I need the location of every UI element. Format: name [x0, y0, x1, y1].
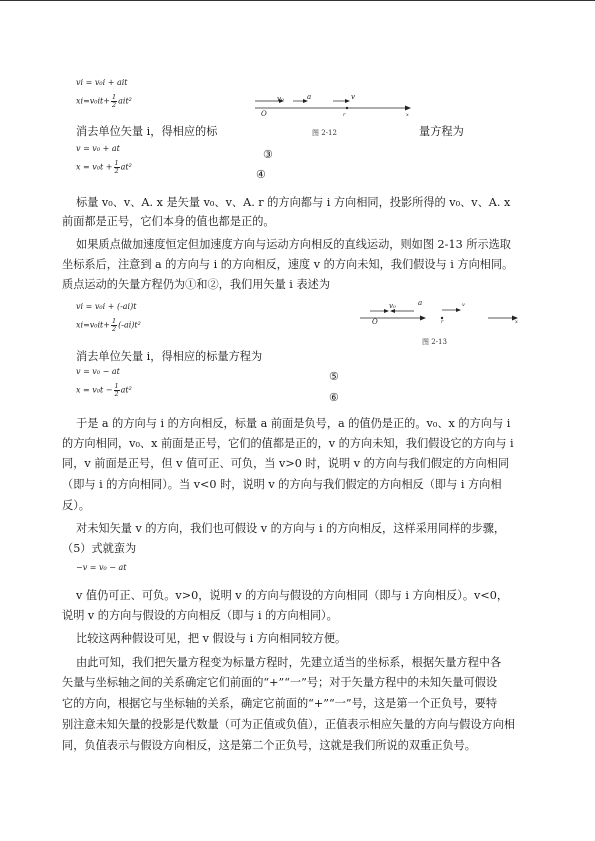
fig12-label-origin: O [261, 110, 267, 118]
scalar-velocity-equation-decel: v = v₀ − at [76, 367, 120, 376]
equation-number-4: ④ [256, 168, 266, 181]
fig12-caption: 图 2-12 [312, 129, 337, 137]
paragraph-3-line-4: （即与 i 的方向相同）。当 v<0 时，说明 v 的方向与我们假定的方向相反（即与 i 方向相 [62, 478, 502, 491]
paragraph-5-line-2: 说明 v 的方向与假设的方向相反（即与 i 的方向相同）。 [62, 609, 338, 622]
paragraph-eliminate-unit-vector-2: 消去单位矢量 i，得相应的标量方程为 [76, 350, 263, 363]
eq-part: at² [120, 385, 132, 395]
paragraph-3-line-5: 反）。 [62, 499, 90, 512]
equation-number-5: ⑤ [329, 370, 339, 383]
paragraph-7-line-1: 由此可知，我们把矢量方程变为标量方程时，先建立适当的坐标系，根据矢量方程中各 [76, 656, 502, 669]
paragraph-3-line-1: 于是 a 的方向与 i 的方向相反，标量 a 前面是负号，a 的值仍是正的。v₀、x 的方向与 i [76, 417, 511, 430]
fraction-denominator: 2 [111, 101, 117, 109]
paragraph-3-line-3: 同，v 前面是正号，但 v 值可正、可负，当 v>0 时，说明 v 的方向与我们假定的方向相同 [62, 457, 510, 470]
vector-velocity-equation: vi = v₀i + ait [76, 78, 128, 87]
eq-part: xi=v₀it+ [76, 320, 110, 330]
paragraph-eliminate-unit-vector-1-end: 量方程为 [419, 125, 464, 138]
paragraph-eliminate-unit-vector-1: 消去单位矢量 i，得相应的标 [76, 125, 218, 138]
equation-number-3: ③ [263, 148, 273, 161]
fig13-caption: 图 2-13 [422, 338, 447, 346]
eq-part: x = v₀t − [76, 385, 113, 395]
negative-velocity-equation: −v = v₀ − at [76, 563, 127, 572]
eq-part: xi=v₀it+ [76, 96, 110, 106]
fig12-label-v: v [351, 93, 355, 101]
page-top-rule [0, 0, 595, 1]
paragraph-2-line-2: 坐标系后，注意到 a 的方向与 i 的方向相反，速度 v 的方向未知，我们假设与 i 方向相同。 [62, 258, 514, 271]
fraction-numerator: 1 [111, 317, 117, 325]
paragraph-1-line-2: 前面都是正号，它们本身的值也都是正的。 [62, 215, 275, 228]
paragraph-3-line-2: 的方向相同，v₀、x 前面是正号，它们的值都是正的，v 的方向未知，我们假设它的方向与 i [62, 437, 514, 450]
paragraph-7-line-2: 矢量与坐标轴之间的关系确定它们前面的“+”“一”号；对于矢量方程中的未知矢量可假设 [62, 676, 498, 689]
paragraph-7-line-4: 别注意未知矢量的投影是代数量（可为正值或负值），正值表示相应矢量的方向与假设方向相 [62, 718, 516, 731]
paragraph-2-line-1: 如果质点做加速度恒定但加速度方向与运动方向相反的直线运动，则如图 2-13 所示选取 [76, 238, 511, 251]
paragraph-5-line-1: v 值仍可正、可负。v>0，说明 v 的方向与假设的方向相同（即与 i 方向相反）。v<0， [76, 589, 509, 602]
paragraph-4-line-2: （5）式就蛮为 [62, 542, 137, 555]
eq-part: ait² [118, 96, 132, 106]
fraction-numerator: 1 [114, 382, 119, 390]
equation-number-6: ⑥ [329, 391, 339, 404]
fig12-label-x: x [406, 112, 409, 118]
scalar-displacement-equation [76, 160, 132, 175]
eq-part: at² [120, 162, 132, 172]
vector-displacement-equation-decel [76, 318, 141, 333]
paragraph-1-line-1: 标量 v₀、v、A. x 是矢量 v₀、v、A. r 的方向都与 i 方向相同，投影所得的 v₀、v、A. x [76, 196, 511, 209]
fraction [114, 160, 120, 175]
paragraph-2-line-3: 质点运动的矢量方程仍为①和②，我们用矢量 i 表述为 [62, 278, 331, 291]
fig13-label-v0: v₀ [389, 302, 396, 310]
figure-2-13-diagram [360, 306, 530, 330]
fraction-denominator: 2 [111, 325, 117, 333]
fig12-label-v0: v₀ [277, 95, 284, 103]
fig13-label-a: a [418, 299, 423, 307]
paragraph-7-line-5: 同，负值表示与假设方向相反，这是第二个正负号，这就是我们所说的双重正负号。 [62, 739, 476, 752]
fig13-label-v: v [462, 302, 465, 308]
eq-part: (-ai)t² [118, 320, 141, 330]
scalar-displacement-equation-decel [76, 383, 132, 398]
fraction [111, 94, 117, 109]
fig12-label-a: a [307, 93, 312, 101]
paragraph-7-line-3: 它的方向，根据它与坐标轴的关系，确定它前面的“+”“一”号，这是第一个正负号，要特 [62, 697, 498, 710]
fig13-label-r: r [441, 319, 444, 325]
fraction-numerator: 1 [111, 93, 117, 101]
scalar-velocity-equation: v = v₀ + at [76, 144, 120, 153]
vector-displacement-equation [76, 94, 132, 109]
fraction [114, 383, 120, 398]
fig12-label-r: r [343, 112, 346, 118]
fraction [111, 318, 117, 333]
eq-part: x = v₀t + [76, 162, 113, 172]
fig13-label-x: x [515, 319, 518, 325]
vector-velocity-equation-decel: vi = v₀i + (-ai)t [76, 302, 137, 311]
fraction-denominator: 2 [114, 167, 119, 175]
fraction-numerator: 1 [114, 159, 119, 167]
paragraph-4-line-1: 对未知矢量 v 的方向，我们也可假设 v 的方向与 i 的方向相反，这样采用同样的步骤， [76, 522, 506, 535]
fig13-label-origin: O [372, 318, 378, 326]
fraction-denominator: 2 [114, 390, 119, 398]
paragraph-6: 比较这两种假设可见，把 v 假设与 i 方向相同较方便。 [76, 632, 347, 645]
